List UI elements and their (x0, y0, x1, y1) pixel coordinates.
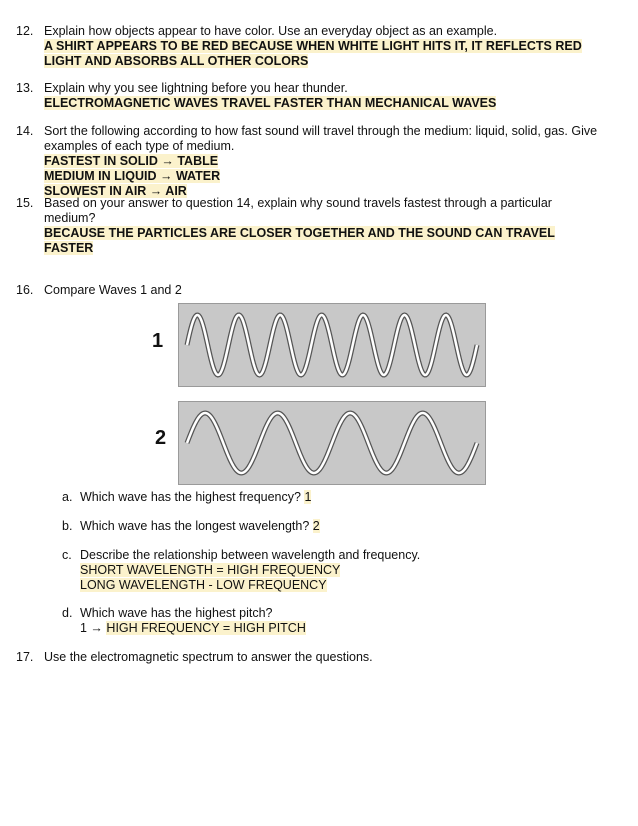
answer-text: ELECTROMAGNETIC WAVES TRAVEL FASTER THAN MECHANICAL WAVES (44, 96, 497, 110)
answer-text: A SHIRT APPEARS TO BE RED BECAUSE WHEN WHITE LIGHT HITS IT, IT REFLECTS RED (44, 39, 582, 53)
wave-1-sine-icon (179, 304, 485, 386)
part-prompt: Which wave has the highest pitch? (80, 606, 273, 620)
answer-text: HIGH FREQUENCY = HIGH PITCH (106, 621, 306, 635)
answer-text: FASTEST IN SOLID → TABLE (44, 154, 219, 168)
wave-2-sine-icon (179, 402, 485, 484)
part-letter: d. (62, 606, 73, 620)
question-prompt: medium? (44, 211, 96, 225)
question-14 (16, 124, 624, 199)
answer-text: SLOWEST IN AIR → AIR (44, 184, 187, 198)
question-prompt: Sort the following according to how fast sound will travel through the medium: liquid, solid, gas. Give (44, 124, 598, 138)
part-letter: a. (62, 490, 73, 504)
wave-1-image (178, 303, 486, 387)
answer-text: 1 (304, 490, 312, 504)
part-letter: c. (62, 548, 72, 562)
question-number: 13. (16, 81, 34, 95)
question-number: 15. (16, 196, 34, 210)
answer-prefix: 1 → (80, 621, 103, 635)
question-16b (62, 519, 600, 534)
answer-text: BECAUSE THE PARTICLES ARE CLOSER TOGETHER AND THE SOUND CAN TRAVEL (44, 226, 555, 240)
wave-1-label: 1 (152, 330, 164, 352)
question-16 (16, 283, 624, 298)
question-12 (16, 24, 624, 69)
part-prompt: Which wave has the longest wavelength? (80, 519, 310, 533)
question-16d (62, 606, 600, 636)
part-prompt: Which wave has the highest frequency? (80, 490, 301, 504)
answer-text: FASTER (44, 241, 94, 255)
question-15 (16, 196, 624, 256)
question-prompt: Explain how objects appear to have color. Use an everyday object as an example. (44, 24, 498, 38)
question-prompt: examples of each type of medium. (44, 139, 235, 153)
part-prompt: Describe the relationship between wavelength and frequency. (80, 548, 421, 562)
answer-text: 2 (312, 519, 320, 533)
question-number: 17. (16, 650, 34, 664)
wave-2-image (178, 401, 486, 485)
wave-2-label: 2 (155, 427, 167, 449)
question-16a (62, 490, 600, 505)
question-number: 16. (16, 283, 34, 297)
question-number: 14. (16, 124, 34, 138)
question-prompt: Use the electromagnetic spectrum to answer the questions. (44, 650, 373, 664)
question-number: 12. (16, 24, 34, 38)
answer-text: LIGHT AND ABSORBS ALL OTHER COLORS (44, 54, 309, 68)
question-17 (16, 650, 624, 665)
part-letter: b. (62, 519, 73, 533)
question-13 (16, 81, 624, 111)
answer-text: SHORT WAVELENGTH = HIGH FREQUENCY (80, 563, 341, 577)
answer-text: MEDIUM IN LIQUID → WATER (44, 169, 221, 183)
question-prompt: Based on your answer to question 14, explain why sound travels fastest through a particular (44, 196, 552, 210)
question-prompt: Compare Waves 1 and 2 (44, 283, 182, 297)
question-prompt: Explain why you see lightning before you hear thunder. (44, 81, 348, 95)
answer-text: LONG WAVELENGTH - LOW FREQUENCY (80, 578, 327, 592)
question-16c (62, 548, 600, 593)
